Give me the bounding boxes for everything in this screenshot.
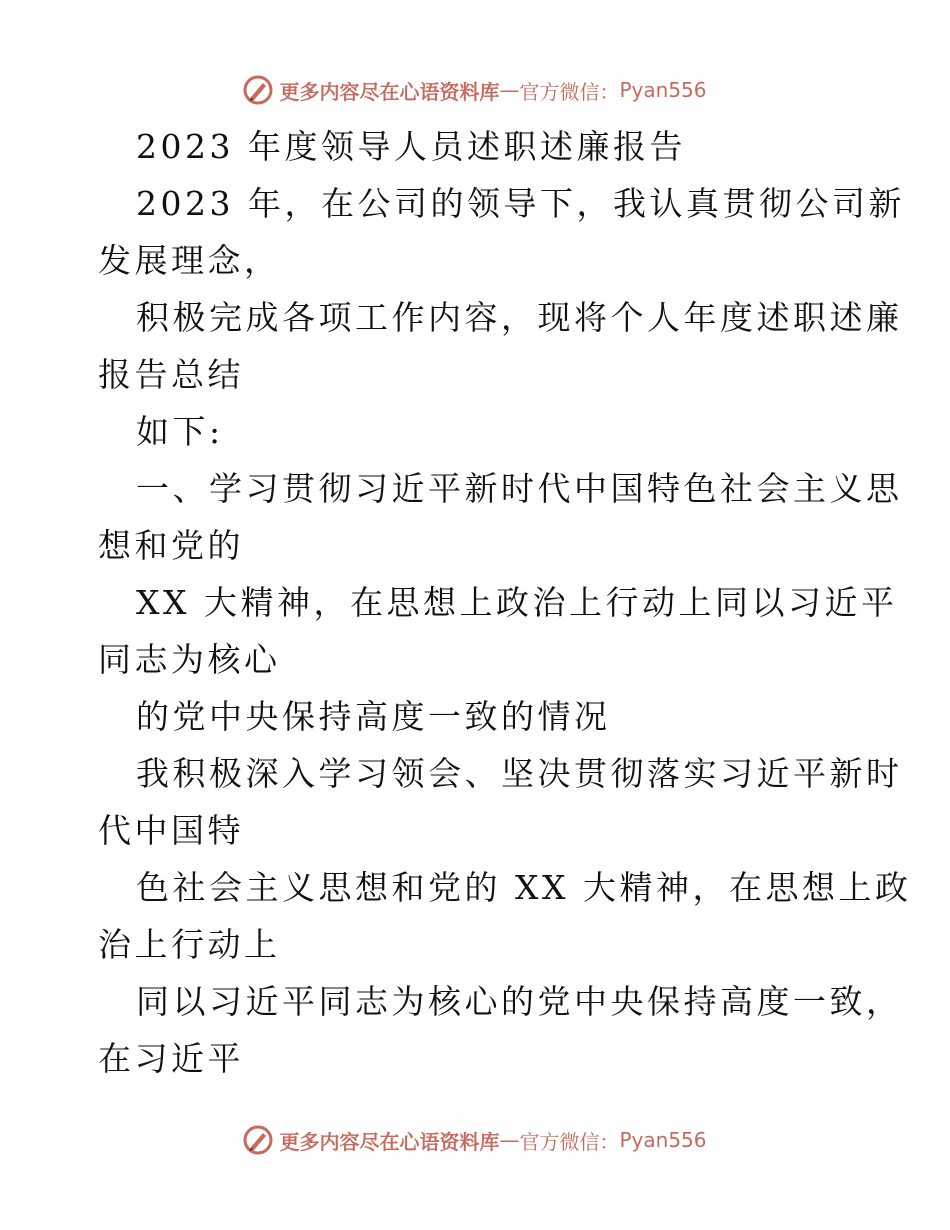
text-line: 色社会主义思想和党的 XX 大精神，在思想上政 — [136, 868, 912, 907]
text-line: 代中国特 — [98, 811, 244, 850]
watermark-sub-text: 官方微信： — [519, 1129, 620, 1154]
text-line: 报告总结 — [98, 355, 244, 394]
text-line: 的党中央保持高度一致的情况 — [136, 697, 611, 736]
watermark-main-text: 更多内容尽在心语资料库 — [279, 79, 500, 104]
text-line: 2023 年，在公司的领导下，我认真贯彻公司新 — [136, 184, 905, 223]
text-line: 一、学习贯彻习近平新时代中国特色社会主义思 — [136, 469, 903, 508]
text-line: 同志为核心 — [98, 640, 281, 679]
text-line: 想和党的 — [98, 526, 244, 565]
text-line: 我积极深入学习领会、坚决贯彻落实习近平新时 — [136, 754, 903, 793]
text-line: 如下: — [136, 412, 224, 451]
pen-logo-icon — [243, 1125, 273, 1155]
watermark-footer — [0, 1120, 950, 1160]
watermark-id: Pyan556 — [619, 1128, 707, 1152]
watermark-sub-text: 官方微信： — [519, 79, 620, 104]
text-line: 2023 年度领导人员述职述廉报告 — [136, 127, 686, 166]
watermark-main-text: 更多内容尽在心语资料库 — [279, 1129, 500, 1154]
watermark-dash: — — [499, 1128, 520, 1152]
pen-logo-icon — [243, 75, 273, 105]
text-line: 在习近平 — [98, 1039, 244, 1078]
watermark-header — [0, 70, 950, 110]
text-line: 同以习近平同志为核心的党中央保持高度一致， — [136, 982, 903, 1021]
text-line: 积极完成各项工作内容，现将个人年度述职述廉 — [136, 298, 903, 337]
watermark-dash: — — [499, 78, 520, 102]
text-line: XX 大精神，在思想上政治上行动上同以习近平 — [136, 583, 898, 622]
document-body — [98, 118, 912, 1087]
text-line: 治上行动上 — [98, 925, 281, 964]
watermark-id: Pyan556 — [619, 78, 707, 102]
text-line: 发展理念， — [98, 241, 281, 280]
